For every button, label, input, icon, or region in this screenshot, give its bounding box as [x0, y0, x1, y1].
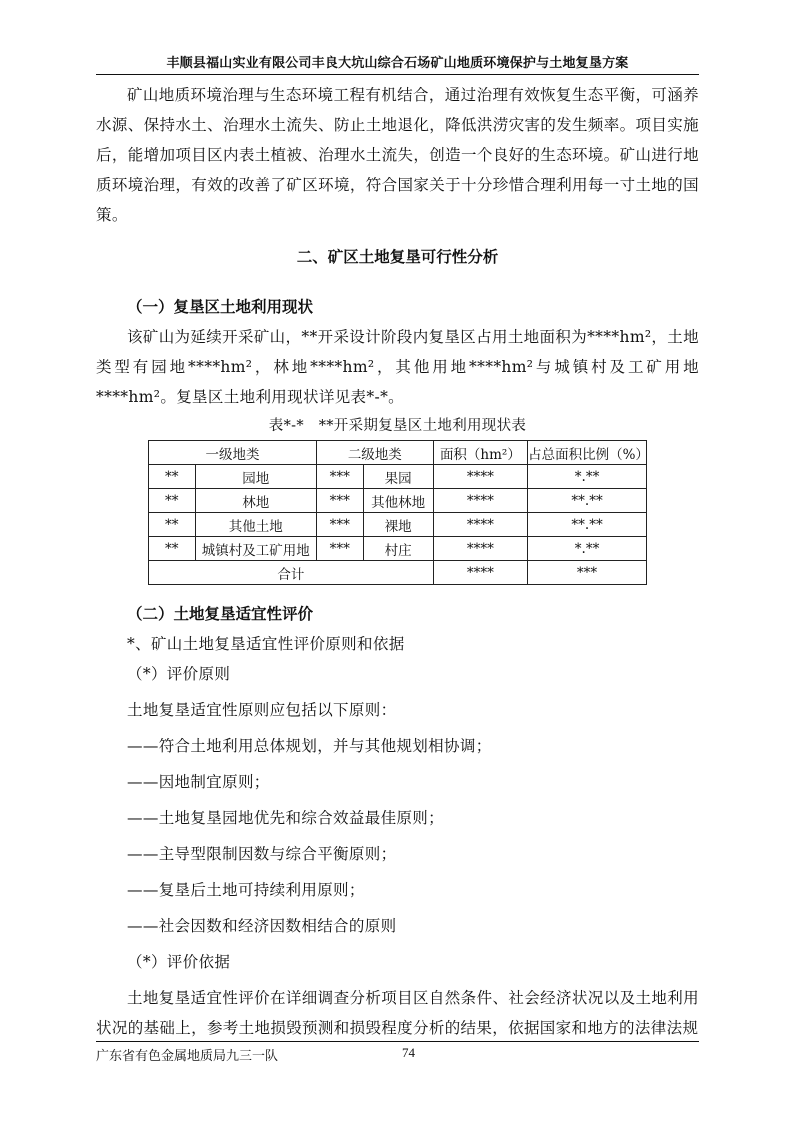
running-header: 丰顺县福山实业有限公司丰良大坑山综合石场矿山地质环境保护与土地复垦方案	[166, 56, 629, 71]
table-row	[149, 513, 647, 537]
header-rule	[96, 74, 699, 75]
page-body	[96, 80, 699, 1043]
table-cell: ****	[433, 537, 527, 561]
table-row	[149, 489, 647, 513]
table-cell: ***	[316, 489, 363, 513]
table-row	[149, 537, 647, 561]
subsection-title-landuse: （一）复垦区土地利用现状	[127, 297, 314, 316]
header-cell-ratio: 占总面积比例（%）	[528, 441, 647, 465]
paragraph-environment: 矿山地质环境治理与生态环境工程有机结合，通过治理有效恢复生态平衡，可涵养水源、保持水土、治理水土流失、防止土地退化，降低洪涝灾害的发生频率。项目实施后，能增加项目区内表土植被、治理水土流失，创造一个良好的生态环境。矿山进行地质环境治理，有效的改善了矿区环境，符合国家关于十分珍惜合理利用每一寸土地的国策。	[96, 86, 699, 224]
table-cell: ****	[433, 489, 527, 513]
subsection-title-suitability: （二）土地复垦适宜性评价	[127, 604, 314, 623]
table-cell: **.**	[528, 513, 647, 537]
principle-item: ——社会因数和经济因数相结合的原则	[127, 917, 397, 935]
table-total-row	[149, 561, 647, 585]
table-cell: 村庄	[363, 537, 433, 561]
table-cell: **	[149, 513, 196, 537]
total-ratio-cell: ***	[528, 561, 647, 585]
table-cell: 其他土地	[195, 513, 316, 537]
table-cell: **.**	[528, 489, 647, 513]
table-cell: 林地	[195, 489, 316, 513]
table-cell: **	[149, 489, 196, 513]
header-cell-class1: 一级地类	[149, 441, 317, 465]
table-row	[149, 465, 647, 489]
principle-item: ——土地复垦园地优先和综合效益最佳原则；	[127, 809, 445, 827]
table-cell: *.**	[528, 537, 647, 561]
total-label-cell: 合计	[149, 561, 434, 585]
table-cell: 果园	[363, 465, 433, 489]
table-cell: *.**	[528, 465, 647, 489]
table-cell: **	[149, 465, 196, 489]
table-caption: 表*-* **开采期复垦区土地利用现状表	[268, 418, 527, 434]
item-evaluation-basis: （*）评价依据	[127, 953, 231, 971]
footer-rule	[96, 1041, 699, 1042]
table-cell: 其他林地	[363, 489, 433, 513]
page-number: 74	[402, 1045, 415, 1060]
table-cell: **	[149, 537, 196, 561]
table-cell: ***	[316, 513, 363, 537]
principle-item: ——因地制宜原则；	[127, 773, 270, 791]
principle-item: ——符合土地利用总体规划，并与其他规划相协调；	[127, 737, 492, 755]
table-cell: ***	[316, 537, 363, 561]
item-evaluation-principle: （*）评价原则	[127, 665, 231, 683]
principle-item: ——主导型限制因数与综合平衡原则；	[127, 845, 397, 863]
footer-organization: 广东省有色金属地质局九三一队	[96, 1049, 279, 1064]
paragraph-landuse: 该矿山为延续开采矿山，**开采设计阶段内复垦区占用土地面积为****hm²，土地类型有园地****hm²，林地****hm²，其他用地****hm²与城镇村及工矿用地****hm²。复垦区土地利用现状详见表*-*。	[96, 328, 699, 406]
item-principle-basis: *、矿山土地复垦适宜性评价原则和依据	[127, 635, 405, 653]
table-cell: ****	[433, 513, 527, 537]
principle-item: ——复垦后土地可持续利用原则；	[127, 881, 365, 899]
table-header-row	[149, 441, 647, 465]
table-cell: 城镇村及工矿用地	[195, 537, 316, 561]
table-cell: 裸地	[363, 513, 433, 537]
table-cell: 园地	[195, 465, 316, 489]
section-title: 二、矿区土地复垦可行性分析	[296, 247, 499, 266]
paragraph-basis: 土地复垦适宜性评价在详细调查分析项目区自然条件、社会经济状况以及土地利用状况的基础上，参考土地损毁预测和损毁程度分析的结果，依据国家和地方的法律法规	[96, 989, 699, 1037]
table-cell: ****	[433, 465, 527, 489]
item-principles-intro: 土地复垦适宜性原则应包括以下原则：	[127, 701, 397, 719]
total-area-cell: ****	[433, 561, 527, 585]
header-cell-class2: 二级地类	[316, 441, 433, 465]
landuse-table	[148, 440, 647, 585]
table-cell: ***	[316, 465, 363, 489]
header-cell-area: 面积（hm²）	[433, 441, 527, 465]
